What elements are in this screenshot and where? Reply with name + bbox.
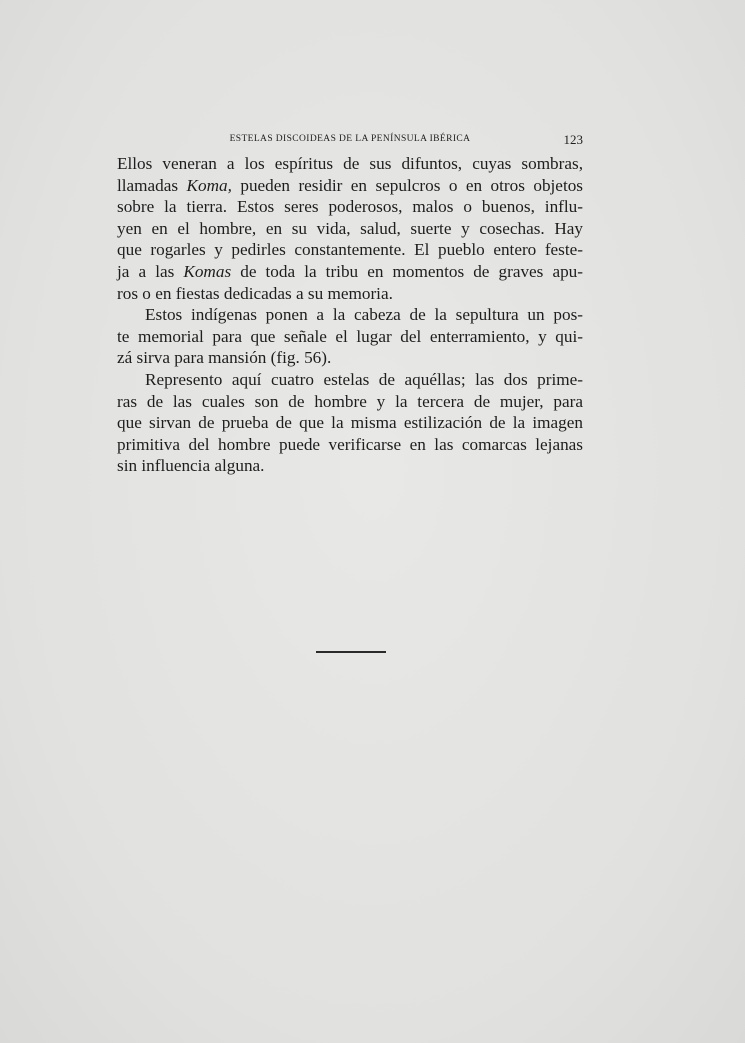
text-line: ja a las Komas de toda la tribu en momentos de graves apu- <box>117 261 583 281</box>
text-line: que sirvan de prueba de que la misma estilización de la imagen <box>117 413 583 433</box>
paragraph <box>117 304 583 369</box>
page-header <box>117 132 583 148</box>
text-line: que rogarles y pedirles constantemente. El pueblo entero feste- <box>117 240 583 260</box>
body-text <box>117 153 583 477</box>
text-line: Ellos veneran a los espíritus de sus difuntos, cuyas sombras, <box>117 154 583 173</box>
text-line: zá sirva para mansión (fig. 56). <box>117 348 332 368</box>
text-line: Estos indígenas ponen a la cabeza de la sepultura un pos- <box>145 305 583 325</box>
page-number: 123 <box>563 132 583 147</box>
paragraph <box>117 369 583 477</box>
text-line: ros o en fiestas dedicadas a su memoria. <box>117 283 393 303</box>
text-line: te memorial para que señale el lugar del enterramiento, y qui- <box>117 326 583 346</box>
text-line: primitiva del hombre puede verificarse en las comarcas lejanas <box>117 434 583 454</box>
text-line: sin influencia alguna. <box>117 456 265 476</box>
section-divider <box>316 651 386 653</box>
text-line: ras de las cuales son de hombre y la tercera de mujer, para <box>117 391 583 411</box>
text-line: llamadas Koma, pueden residir en sepulcros o en otros objetos <box>117 175 583 195</box>
text-line: yen en el hombre, en su vida, salud, suerte y cosechas. Hay <box>117 218 583 238</box>
text-line: Represento aquí cuatro estelas de aquéllas; las dos prime- <box>145 369 583 389</box>
text-line: sobre la tierra. Estos seres poderosos, malos o buenos, influ- <box>117 197 583 217</box>
paragraph <box>117 153 583 304</box>
running-title: ESTELAS DISCOIDEAS DE LA PENÍNSULA IBÉRICA <box>229 134 471 144</box>
